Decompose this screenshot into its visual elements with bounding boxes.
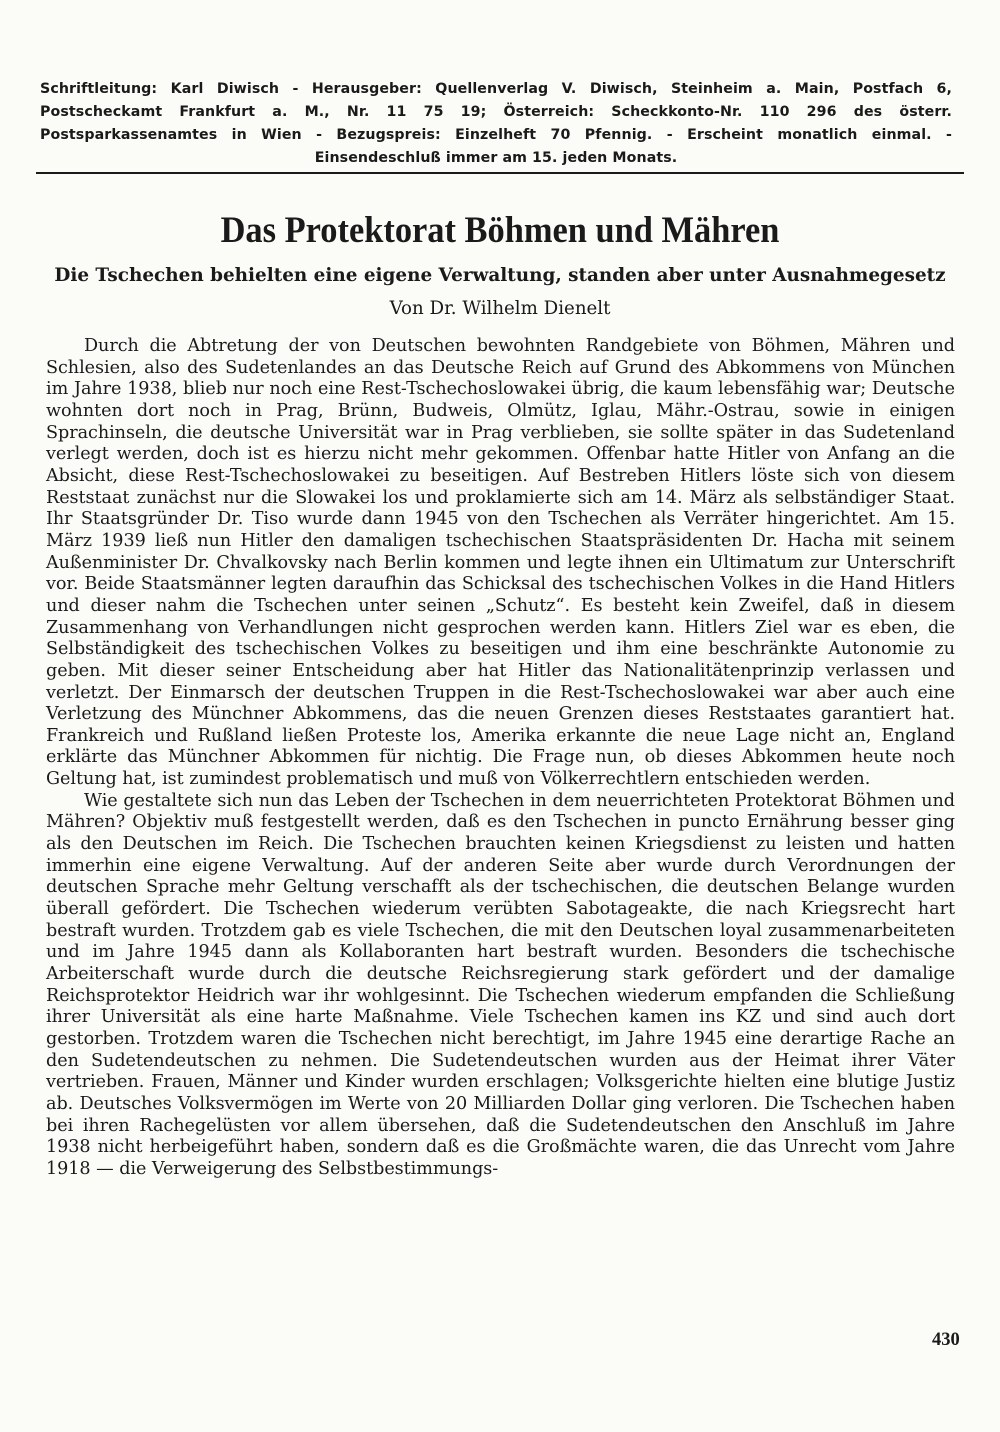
paragraph-1: Durch die Abtretung der von Deutschen bewohnten Randgebiete von Böhmen, Mähren und Schlesien, also des Sudetenlandes an das Deutsche Reich auf Grund des Abkommens von München im Jahre 1938, blieb nur noch eine Rest-Tschechoslowakei übrig, die kaum lebensfähig war; Deutsche wohnten dort noch in Prag, Brünn, Budweis, Olmütz, Iglau, Mähr.-Ostrau, sowie in einigen Sprachinseln, die deutsche Universität war in Prag verblieben, sie sollte später in das Sudetenland verlegt werden, doch ist es hierzu nicht mehr gekommen. Offenbar hatte Hitler von Anfang an die Absicht, diese Rest-Tschechoslowakei zu beseitigen. Auf Bestreben Hitlers löste sich von diesem Reststaat zunächst nur die Slowakei los und proklamierte sich am 14. März als selbständiger Staat. Ihr Staatsgründer Dr. Tiso wurde dann 1945 von den Tschechen als Verräter hingerichtet. Am 15. März 1939 ließ nun Hitler den damaligen tschechischen Staatspräsidenten Dr. Hacha mit seinem Außenminister Dr. Chvalkovsky nach Berlin kommen und legte ihnen ein Ultimatum zur Unterschrift vor. Beide Staatsmänner legten daraufhin das Schicksal des tschechischen Volkes in die Hand Hitlers und dieser nahm die Tschechen unter seinen „Schutz“. Es besteht kein Zweifel, daß in diesem Zusammenhang von Verhandlungen nicht gesprochen werden kann. Hitlers Ziel war es eben, die Selbständigkeit des tschechischen Volkes zu beseitigen und ihm eine beschränkte Autonomie zu geben. Mit dieser seiner Entscheidung aber hat Hitler das Nationalitätenprinzip verlassen und verletzt. Der Einmarsch der deutschen Truppen in die Rest-Tschechoslowakei war aber auch eine Verletzung des Münchner Abkommens, das die neuen Grenzen dieses Reststaates garantiert hat. Frankreich und Rußland ließen Proteste los, Amerika erkannte die neue Lage nicht an, England erklärte das Münchner Abkommen für nichtig. Die Frage nun, ob dieses Abkommen heute noch Geltung hat, ist zumindest problematisch und muß von Völkerrechtlern entschieden werden. (46, 336, 955, 790)
paragraph-2: Wie gestaltete sich nun das Leben der Tschechen in dem neuerrichteten Protektorat Böhmen und Mähren? Objektiv muß festgestellt werden, daß es den Tschechen in puncto Ernährung besser ging als den Deutschen im Reich. Die Tschechen brauchten keinen Kriegsdienst zu leisten und hatten immerhin eine eigene Verwaltung. Auf der anderen Seite aber wurde durch Verordnungen der deutschen Sprache mehr Geltung verschafft als der tschechischen, die deutschen Belange wurden überall gefördert. Die Tschechen wiederum verübten Sabotageakte, die nach Kriegsrecht hart bestraft wurden. Trotzdem gab es viele Tschechen, die mit den Deutschen loyal zusammenarbeiteten und im Jahre 1945 dann als Kollaboranten hart bestraft wurden. Besonders die tschechische Arbeiterschaft wurde durch die deutsche Reichsregierung stark gefördert und der damalige Reichsprotektor Heidrich war ihr wohlgesinnt. Die Tschechen wiederum empfanden die Schließung ihrer Universität als eine harte Maßnahme. Viele Tschechen kamen ins KZ und sind auch dort gestorben. Trotzdem waren die Tschechen nicht berechtigt, im Jahre 1945 eine derartige Rache an den Sudetendeutschen zu nehmen. Die Sudetendeutschen wurden aus der Heimat ihrer Väter vertrieben. Frauen, Männer und Kinder wurden erschlagen; Volksgerichte hielten eine blutige Justiz ab. Deutsches Volksvermögen im Werte von 20 Milliarden Dollar ging verloren. Die Tschechen haben bei ihren Rachegelüsten vor allem übersehen, daß die Sudetendeutschen den Anschluß im Jahre 1938 nicht herbeigeführt haben, sondern daß es die Großmächte waren, die das Unrecht vom Jahre 1918 — die Verweigerung des Selbstbestimmungs- (46, 790, 955, 1179)
page-number: 430 (932, 1330, 960, 1350)
article-body (46, 336, 955, 1181)
masthead: Schriftleitung: Karl Diwisch - Herausgeber: Quellenverlag V. Diwisch, Steinheim a. Main, Postfach 6, Postscheckamt Frankfurt a. M., Nr. 11 75 19; Österreich: Scheckkonto-Nr. 110 296 des österr. Postsparkassenamtes in Wien - Bezugspreis: Einzelheft 70 Pfennig. - Erscheint monatlich einmal. - Einsendeschluß immer am 15. jeden Monats. (40, 81, 952, 166)
article-subtitle: Die Tschechen behielten eine eigene Verwaltung, standen aber unter Ausnahmegesetz (54, 265, 946, 286)
masthead-rule (36, 172, 964, 174)
article-title: Das Protektorat Böhmen und Mähren (220, 210, 780, 251)
article-author: Von Dr. Wilhelm Dienelt (389, 298, 611, 319)
